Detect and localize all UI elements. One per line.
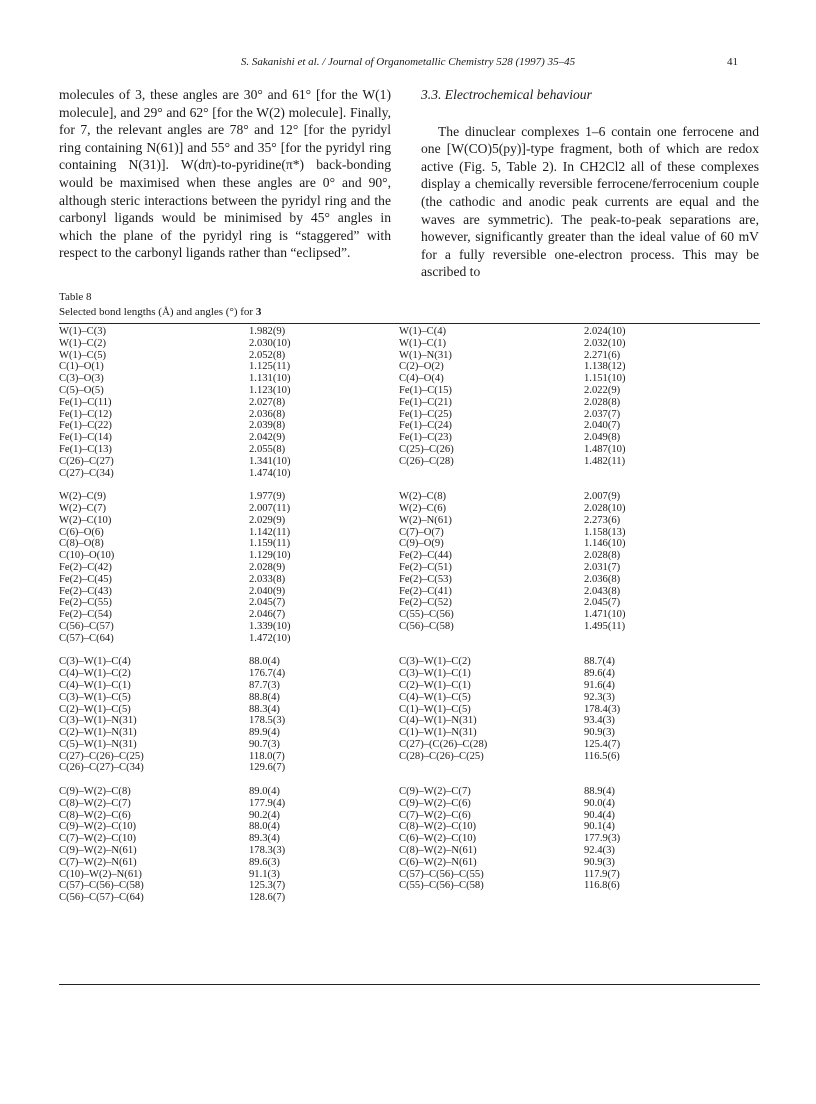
bond-left: W(2)–C(10) [59, 514, 112, 526]
value-left: 87.7(3) [249, 679, 280, 691]
running-header [0, 56, 816, 72]
bond-right: Fe(2)–C(53) [399, 573, 452, 585]
left-column [59, 86, 391, 262]
bond-left: C(3)–W(1)–C(5) [59, 691, 131, 703]
bond-left: W(1)–C(2) [59, 337, 107, 349]
bond-left: Fe(1)–C(13) [59, 443, 112, 455]
bond-left: C(7)–W(2)–N(61) [59, 856, 137, 868]
value-right: 2.007(9) [584, 491, 621, 503]
value-left: 1.131(10) [249, 373, 291, 385]
table-row [59, 739, 760, 751]
table-row [59, 432, 760, 444]
bond-left: C(3)–W(1)–C(4) [59, 656, 131, 668]
bond-right: C(3)–W(1)–C(2) [399, 656, 471, 668]
value-right: 92.4(3) [584, 845, 615, 857]
bond-left: C(3)–O(3) [59, 373, 104, 385]
table-row [59, 491, 760, 503]
table-row [59, 845, 760, 857]
value-right: 90.4(4) [584, 809, 615, 821]
table-row [59, 503, 760, 515]
bond-left: C(8)–W(2)–C(6) [59, 809, 131, 821]
table-title-compound: 3 [255, 306, 262, 318]
value-left: 2.027(8) [249, 396, 286, 408]
bond-right: C(1)–W(1)–C(5) [399, 703, 471, 715]
bond-left: Fe(2)–C(45) [59, 573, 112, 585]
value-left: 176.7(4) [249, 668, 286, 680]
value-left: 2.033(8) [249, 573, 286, 585]
table-block-gap [59, 645, 760, 657]
table-block [59, 786, 760, 904]
bond-left: C(57)–C(64) [59, 632, 114, 644]
table-block-gap [59, 774, 760, 786]
value-left: 129.6(7) [249, 762, 286, 774]
left-column-paragraph: molecules of 3, these angles are 30° and 61° [for the W(1) molecule], and 29° and 62° [for the W(2) molecule]. Finally, for 7, the relevant angles are 78° and 12° [for the pyridyl ring containing N(61)] and 55° and 35° [for the pyridyl ring containing N(31)]. W(dπ)-to-pyridine(π*) back-bonding would be maximised when these angles are 0° and 90°, although steric interactions between the pyridyl ring and the carbonyl ligands would be minimised by 45° angles in which the plane of the pyridyl ring is “staggered” with respect to the carbonyl ligands rather than “eclipsed”. [59, 87, 391, 261]
value-right: 90.9(3) [584, 856, 615, 868]
value-right: 90.0(4) [584, 797, 615, 809]
value-left: 1.982(9) [249, 326, 286, 337]
bond-right: C(25)–C(26) [399, 443, 454, 455]
bond-right: Fe(1)–C(23) [399, 432, 452, 444]
table-row [59, 515, 760, 527]
value-left: 2.052(8) [249, 349, 286, 361]
value-right: 117.9(7) [584, 868, 620, 880]
table-row [59, 326, 760, 338]
table-row [59, 621, 760, 633]
bond-left: C(10)–W(2)–N(61) [59, 868, 142, 880]
value-left: 1.341(10) [249, 455, 291, 467]
bond-left: C(26)–C(27) [59, 455, 114, 467]
table-block-gap [59, 479, 760, 491]
table-block [59, 656, 760, 774]
bond-left: C(2)–W(1)–C(5) [59, 703, 131, 715]
value-right: 116.5(6) [584, 750, 620, 762]
table-row [59, 880, 760, 892]
bond-left: W(2)–C(9) [59, 491, 107, 503]
value-left: 2.042(9) [249, 432, 286, 444]
table-row [59, 869, 760, 881]
value-left: 1.472(10) [249, 632, 291, 644]
bond-right: C(4)–O(4) [399, 373, 444, 385]
bond-left: C(5)–O(5) [59, 384, 104, 396]
bond-right: C(4)–W(1)–C(5) [399, 691, 471, 703]
table-row [59, 468, 760, 480]
table-row [59, 444, 760, 456]
value-left: 2.007(11) [249, 502, 291, 514]
value-right: 2.040(7) [584, 420, 621, 432]
bond-right: Fe(1)–C(25) [399, 408, 452, 420]
bond-right: C(56)–C(58) [399, 620, 454, 632]
table-top-rule [59, 323, 760, 324]
bond-left: C(27)–C(26)–C(25) [59, 750, 144, 762]
value-right: 125.4(7) [584, 738, 621, 750]
bond-left: C(9)–W(2)–C(8) [59, 786, 131, 798]
value-right: 2.031(7) [584, 561, 621, 573]
value-left: 128.6(7) [249, 892, 286, 904]
table-row [59, 361, 760, 373]
value-right: 93.4(3) [584, 715, 615, 727]
bond-left: Fe(2)–C(55) [59, 597, 112, 609]
table-row [59, 892, 760, 904]
page-number: 41 [727, 56, 738, 68]
table-row [59, 527, 760, 539]
right-column-paragraph: The dinuclear complexes 1–6 contain one ferrocene and one [W(CO)5(py)]-type fragment, both of which are redox active (Fig. 5, Table 2). In CH2Cl2 all of these complexes display a chemically reversible ferrocene/ferrocenium couple (the cathodic and anodic peak currents are equal and the waves are symmetric). The peak-to-peak separations are, however, significantly greater than the ideal value of 60 mV for a fully reversible one-electron process. This may be ascribed to [421, 123, 759, 280]
bond-right: C(4)–W(1)–N(31) [399, 715, 477, 727]
value-right: 2.271(6) [584, 349, 621, 361]
bond-right: W(2)–N(61) [399, 514, 452, 526]
bond-left: C(27)–C(34) [59, 467, 114, 479]
bond-right: C(6)–W(2)–C(10) [399, 833, 477, 845]
bond-left: Fe(1)–C(11) [59, 396, 112, 408]
value-left: 2.045(7) [249, 597, 286, 609]
value-left: 1.159(11) [249, 538, 291, 550]
bond-right: C(8)–W(2)–N(61) [399, 845, 477, 857]
value-left: 88.0(4) [249, 821, 280, 833]
table-row [59, 350, 760, 362]
value-right: 89.6(4) [584, 668, 615, 680]
table-row [59, 821, 760, 833]
value-left: 125.3(7) [249, 880, 286, 892]
value-left: 2.040(9) [249, 585, 286, 597]
value-right: 2.045(7) [584, 597, 621, 609]
table-caption [59, 290, 261, 320]
value-left: 2.046(7) [249, 609, 286, 621]
table-row [59, 727, 760, 739]
table-row [59, 798, 760, 810]
bond-right: Fe(2)–C(51) [399, 561, 452, 573]
bond-left: W(2)–C(7) [59, 502, 107, 514]
bond-right: W(2)–C(8) [399, 491, 447, 503]
table-row [59, 762, 760, 774]
bond-right: C(28)–C(26)–C(25) [399, 750, 484, 762]
value-right: 2.022(9) [584, 384, 621, 396]
value-right: 2.036(8) [584, 573, 621, 585]
table-row [59, 704, 760, 716]
section-heading: 3.3. Electrochemical behaviour [421, 87, 592, 102]
table-row [59, 338, 760, 350]
value-left: 1.474(10) [249, 467, 291, 479]
bond-right: C(55)–C(56)–C(58) [399, 880, 484, 892]
table-row [59, 373, 760, 385]
value-right: 1.482(11) [584, 455, 626, 467]
bond-right: W(2)–C(6) [399, 502, 447, 514]
bond-right: C(9)–W(2)–C(6) [399, 797, 471, 809]
table-row [59, 385, 760, 397]
bond-left: Fe(1)–C(14) [59, 432, 112, 444]
value-right: 1.158(13) [584, 526, 626, 538]
bond-left: Fe(1)–C(12) [59, 408, 112, 420]
value-right: 2.043(8) [584, 585, 621, 597]
value-left: 2.029(9) [249, 514, 286, 526]
table-block [59, 491, 760, 644]
value-left: 90.7(3) [249, 738, 280, 750]
value-left: 1.339(10) [249, 620, 291, 632]
table-row [59, 857, 760, 869]
value-right: 88.7(4) [584, 656, 615, 668]
table-row [59, 562, 760, 574]
bond-right: Fe(1)–C(24) [399, 420, 452, 432]
table-block [59, 326, 760, 479]
value-left: 178.5(3) [249, 715, 286, 727]
table-row [59, 397, 760, 409]
value-left: 177.9(4) [249, 797, 286, 809]
bond-right: C(8)–W(2)–C(10) [399, 821, 477, 833]
bond-left: Fe(2)–C(43) [59, 585, 112, 597]
bond-right: Fe(2)–C(52) [399, 597, 452, 609]
bond-right: C(3)–W(1)–C(1) [399, 668, 471, 680]
value-right: 116.8(6) [584, 880, 620, 892]
table-title-text: Selected bond lengths (Å) and angles (°) for [59, 306, 256, 318]
table-bottom-rule [59, 984, 760, 985]
value-left: 2.028(9) [249, 561, 286, 573]
table-row [59, 692, 760, 704]
bond-right: C(2)–W(1)–C(1) [399, 679, 471, 691]
bond-left: C(10)–O(10) [59, 550, 115, 562]
bond-left: C(7)–W(2)–C(10) [59, 833, 137, 845]
table-row [59, 633, 760, 645]
value-left: 90.2(4) [249, 809, 280, 821]
value-left: 2.055(8) [249, 443, 286, 455]
table-row [59, 420, 760, 432]
bond-right: Fe(2)–C(41) [399, 585, 452, 597]
bond-right: W(1)–C(1) [399, 337, 447, 349]
value-right: 90.9(3) [584, 727, 615, 739]
value-left: 1.977(9) [249, 491, 286, 503]
table-row [59, 810, 760, 822]
bond-right: C(7)–O(7) [399, 526, 444, 538]
value-right: 2.037(7) [584, 408, 621, 420]
value-right: 88.9(4) [584, 786, 615, 798]
value-right: 1.487(10) [584, 443, 626, 455]
value-left: 1.123(10) [249, 384, 291, 396]
bond-left: C(8)–W(2)–C(7) [59, 797, 131, 809]
value-left: 1.125(11) [249, 361, 291, 373]
value-right: 1.146(10) [584, 538, 626, 550]
table-row [59, 668, 760, 680]
bond-left: C(4)–W(1)–C(1) [59, 679, 131, 691]
table-row [59, 751, 760, 763]
bond-left: C(2)–W(1)–N(31) [59, 727, 137, 739]
table-row [59, 597, 760, 609]
value-left: 2.030(10) [249, 337, 291, 349]
bond-right: C(55)–C(56) [399, 609, 454, 621]
bond-right: C(6)–W(2)–N(61) [399, 856, 477, 868]
bond-left: C(9)–W(2)–N(61) [59, 845, 137, 857]
bond-right: Fe(1)–C(21) [399, 396, 452, 408]
value-right: 1.138(12) [584, 361, 626, 373]
value-right: 1.495(11) [584, 620, 626, 632]
value-right: 177.9(3) [584, 833, 621, 845]
value-right: 1.151(10) [584, 373, 626, 385]
bond-right: C(2)–O(2) [399, 361, 444, 373]
value-left: 88.8(4) [249, 691, 280, 703]
bond-left: C(6)–O(6) [59, 526, 104, 538]
value-right: 2.028(8) [584, 550, 621, 562]
bond-left: C(4)–W(1)–C(2) [59, 668, 131, 680]
value-right: 2.032(10) [584, 337, 626, 349]
value-left: 89.3(4) [249, 833, 280, 845]
bond-left: W(1)–C(3) [59, 326, 107, 337]
table-row [59, 409, 760, 421]
bond-right: C(1)–W(1)–N(31) [399, 727, 477, 739]
bond-right: W(1)–N(31) [399, 349, 452, 361]
right-column [421, 86, 759, 281]
value-right: 2.028(10) [584, 502, 626, 514]
journal-citation: S. Sakanishi et al. / Journal of Organometallic Chemistry 528 (1997) 35–45 [240, 56, 576, 68]
table-label: Table 8 [59, 291, 92, 303]
bond-left: C(57)–C(56)–C(58) [59, 880, 144, 892]
table-row [59, 586, 760, 598]
bond-left: C(3)–W(1)–N(31) [59, 715, 137, 727]
value-right: 2.049(8) [584, 432, 621, 444]
bond-right: C(9)–W(2)–C(7) [399, 786, 471, 798]
value-right: 1.471(10) [584, 609, 626, 621]
table-row [59, 833, 760, 845]
bond-right: Fe(2)–C(44) [399, 550, 452, 562]
value-right: 2.024(10) [584, 326, 626, 337]
bond-right: C(27)–(C(26)–C(28) [399, 738, 488, 750]
table-row [59, 786, 760, 798]
value-left: 89.9(4) [249, 727, 280, 739]
bond-left: Fe(2)–C(42) [59, 561, 112, 573]
table-row [59, 538, 760, 550]
value-left: 2.039(8) [249, 420, 286, 432]
bond-left: C(56)–C(57) [59, 620, 114, 632]
bond-left: C(56)–C(57)–C(64) [59, 892, 144, 904]
table-row [59, 715, 760, 727]
table-row [59, 574, 760, 586]
value-left: 118.0(7) [249, 750, 285, 762]
value-left: 178.3(3) [249, 845, 286, 857]
bond-right: C(7)–W(2)–C(6) [399, 809, 471, 821]
value-right: 91.6(4) [584, 679, 615, 691]
value-left: 91.1(3) [249, 868, 280, 880]
value-left: 89.0(4) [249, 786, 280, 798]
value-right: 2.028(8) [584, 396, 621, 408]
bond-left: C(5)–W(1)–N(31) [59, 738, 137, 750]
value-left: 1.142(11) [249, 526, 291, 538]
bond-left: Fe(2)–C(54) [59, 609, 112, 621]
value-left: 2.036(8) [249, 408, 286, 420]
bond-left: C(8)–O(8) [59, 538, 104, 550]
bond-right: C(9)–O(9) [399, 538, 444, 550]
value-left: 88.3(4) [249, 703, 280, 715]
bond-left: W(1)–C(5) [59, 349, 107, 361]
bond-data-table [59, 326, 760, 904]
bond-left: C(26)–C(27)–C(34) [59, 762, 144, 774]
value-left: 89.6(3) [249, 856, 280, 868]
value-right: 2.273(6) [584, 514, 621, 526]
value-right: 178.4(3) [584, 703, 621, 715]
bond-left: Fe(1)–C(22) [59, 420, 112, 432]
table-row [59, 680, 760, 692]
table-row [59, 550, 760, 562]
table-title [59, 305, 261, 320]
bond-right: C(57)–C(56)–C(55) [399, 868, 484, 880]
bond-left: C(1)–O(1) [59, 361, 104, 373]
value-right: 92.3(3) [584, 691, 615, 703]
bond-right: Fe(1)–C(15) [399, 384, 452, 396]
value-left: 1.129(10) [249, 550, 291, 562]
table-row [59, 456, 760, 468]
table-row [59, 609, 760, 621]
table-row [59, 656, 760, 668]
bond-left: C(9)–W(2)–C(10) [59, 821, 137, 833]
bond-right: C(26)–C(28) [399, 455, 454, 467]
value-right: 90.1(4) [584, 821, 615, 833]
bond-right: W(1)–C(4) [399, 326, 447, 337]
value-left: 88.0(4) [249, 656, 280, 668]
